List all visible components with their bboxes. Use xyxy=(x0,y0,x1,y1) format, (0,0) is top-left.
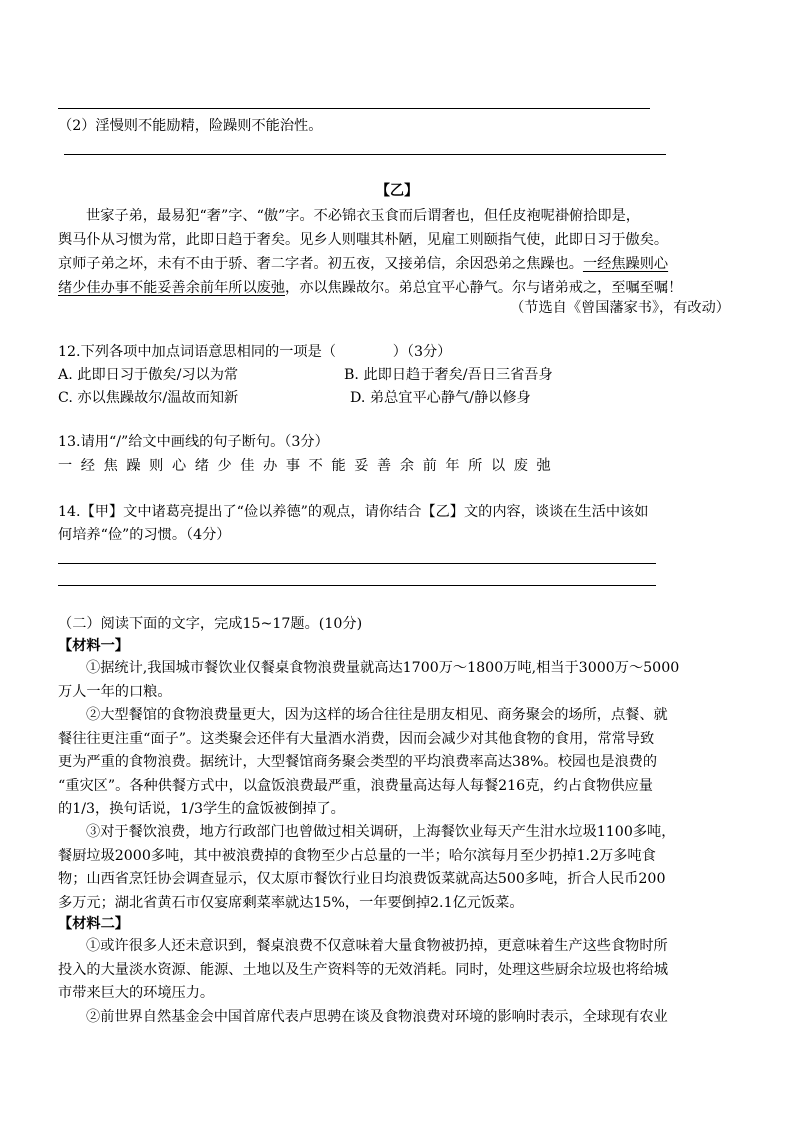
passage-yi-line-1: 世家子弟，最易犯“奢”字、“傲”字。不必锦衣玉食而后谓奢也，但任皮袍呢褂俯拾即是， xyxy=(86,208,640,224)
section-2-heading: （二）阅读下面的文字，完成15~17题。(10分) xyxy=(58,616,363,632)
answer-line xyxy=(58,563,656,564)
question-13-sentence: 一经焦躁则心绪少佳办事不能妥善余前年所以废弛 xyxy=(58,458,560,474)
material-2-title: 【材料二】 xyxy=(58,916,129,932)
passage-yi-text: 京师子弟之坏，未有不由于骄、奢二字者。初五夜，又接弟信，余因恐弟之焦躁也。 xyxy=(58,256,583,272)
question-12-stem: 12.下列各项中加点词语意思相同的一项是（ ）（3分） xyxy=(58,344,452,360)
answer-line xyxy=(58,585,656,586)
question-11-item-2: （2）淫慢则不能励精，险躁则不能治性。 xyxy=(58,118,323,134)
question-14-line-1: 14.【甲】文中诸葛亮提出了“俭以养德”的观点，请你结合【乙】文的内容，谈谈在生活中该如 xyxy=(58,504,649,520)
passage-yi-line-2: 舆马仆从习惯为常，此即日趋于奢矣。见乡人则嗤其朴陋，见雇工则颐指气使，此即日习于傲矣。 xyxy=(58,232,669,248)
option-d: D. 弟总宜平心静气/静以修身 xyxy=(350,390,531,406)
material-2-p1: 投入的大量淡水资源、能源、土地以及生产资料等的无效消耗。同时，处理这些厨余垃圾也将给城 xyxy=(58,962,669,978)
material-1-title: 【材料一】 xyxy=(58,638,129,654)
material-1-p2: ②大型餐馆的食物浪费量更大，因为这样的场合往往是朋友相见、商务聚会的场所，点餐、就 xyxy=(86,707,668,723)
passage-yi-line-3 xyxy=(58,252,668,276)
option-b: B. 此即日趋于奢矣/吾日三省吾身 xyxy=(344,367,553,383)
material-1-p2: 餐往往更注重“面子”。这类聚会还伴有大量酒水消费，因而会减少对其他食物的食用，常常导致 xyxy=(58,731,655,747)
underlined-sentence: 绪少佳办事不能妥善余前年所以废弛 xyxy=(58,280,286,296)
answer-line xyxy=(58,108,650,109)
material-1-p3: 物；山西省烹饪协会调查显示，仅太原市餐饮行业日均浪费饭菜就高达500多吨，折合人民币200 xyxy=(58,871,666,887)
answer-line xyxy=(64,154,666,155)
material-1-p2: 的1/3，换句话说，1/3学生的盒饭被倒掉了。 xyxy=(58,801,345,817)
material-2-p1: 市带来巨大的环境压力。 xyxy=(58,985,215,1001)
underlined-sentence: 一经焦躁则心 xyxy=(582,256,669,272)
material-1-p1: ①据统计,我国城市餐饮业仅餐桌食物浪费量就高达1700万～1800万吨,相当于3000万～5000 xyxy=(86,660,680,676)
question-13-stem: 13.请用“/”给文中画线的句子断句。（3分） xyxy=(58,434,329,450)
question-14-line-2: 何培养“俭”的习惯。（4分） xyxy=(58,527,231,543)
material-1-p3: 多万元；湖北省黄石市仅宴席剩菜率就达15%，一年要倒掉2.1亿元饭菜。 xyxy=(58,895,524,911)
passage-yi-title: 【乙】 xyxy=(375,183,419,199)
passage-yi-text: ，亦以焦躁故尔。弟总宜平心静气。尔与诸弟戒之，至嘱至嘱！ xyxy=(285,280,683,296)
material-2-p1: ①或许很多人还未意识到，餐桌浪费不仅意味着大量食物被扔掉，更意味着生产这些食物时所 xyxy=(86,938,668,954)
material-1-p2: 更为严重的食物浪费。据统计，大型餐馆商务聚会类型的平均浪费率高达38%。校园也是浪费的 xyxy=(58,754,658,770)
material-1-p3: ③对于餐饮浪费，地方行政部门也曾做过相关调研，上海餐饮业每天产生泔水垃圾1100多吨， xyxy=(86,824,676,840)
material-1-p1: 万人一年的口粮。 xyxy=(58,684,172,700)
material-2-p2: ②前世界自然基金会中国首席代表卢思骋在谈及食物浪费对环境的影响时表示，全球现有农业 xyxy=(86,1009,668,1025)
passage-source: （节选自《曾国藩家书》，有改动） xyxy=(510,300,730,316)
material-1-p3: 餐厨垃圾2000多吨，其中被浪费掉的食物至少占总量的一半；哈尔滨每月至少扔掉1.2万多吨食 xyxy=(58,848,656,864)
material-1-p2: “重灾区”。各种供餐方式中，以盒饭浪费最严重，浪费量高达每人每餐216克，约占食物供应量 xyxy=(58,778,653,794)
option-a: A. 此即日习于傲矣/习以为常 xyxy=(58,367,239,383)
option-c: C. 亦以焦躁故尔/温故而知新 xyxy=(58,390,239,406)
